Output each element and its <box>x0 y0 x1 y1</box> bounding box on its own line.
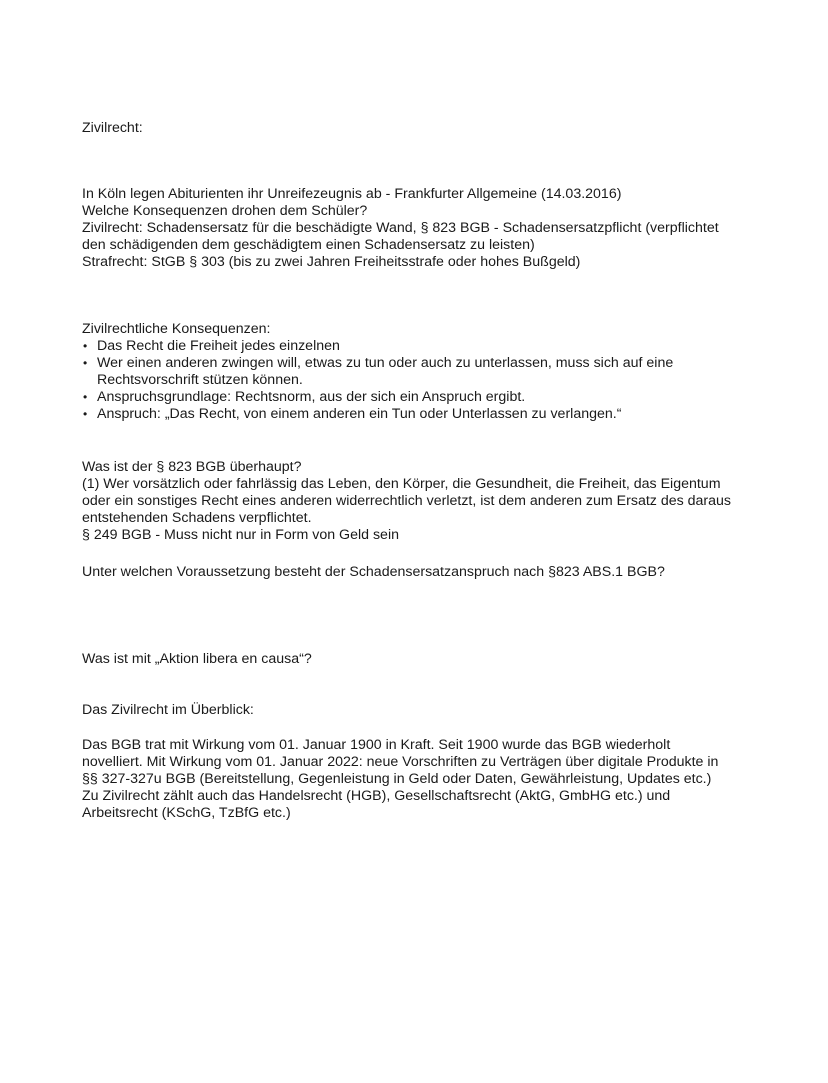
list-item <box>82 355 788 389</box>
bullet-icon: • <box>83 356 88 370</box>
case-line-3: Zivilrecht: Schadensersatz für die beschädigte Wand, § 823 BGB - Schadensersatzpflicht (verpflichtet <box>82 220 719 236</box>
konsequenzen-list <box>82 338 788 423</box>
question-voraussetzung <box>82 564 788 581</box>
ueberblick-line-3: §§ 327-327u BGB (Bereitstellung, Gegenleistung in Geld oder Daten, Gewährleistung, Updates etc.) <box>82 771 712 787</box>
bullet-icon: • <box>83 407 88 421</box>
case-line-5: Strafrecht: StGB § 303 (bis zu zwei Jahren Freiheitsstrafe oder hohes Bußgeld) <box>82 254 581 270</box>
case-line-1: In Köln legen Abiturienten ihr Unreifezeugnis ab - Frankfurter Allgemeine (14.03.2016) <box>82 186 622 202</box>
ueberblick-line-4: Zu Zivilrecht zählt auch das Handelsrecht (HGB), Gesellschaftsrecht (AktG, GmbHG etc.) und <box>82 788 671 804</box>
konsequenzen-title: Zivilrechtliche Konsequenzen: <box>82 321 271 337</box>
list-item-text-continued: Rechtsvorschrift stützen können. <box>97 372 303 388</box>
konsequenzen-section <box>82 321 788 423</box>
list-item <box>82 389 788 406</box>
ueberblick-line-1: Das BGB trat mit Wirkung vom 01. Januar 1900 in Kraft. Seit 1900 wurde das BGB wiederholt <box>82 737 671 753</box>
p823-line-2: (1) Wer vorsätzlich oder fahrlässig das Leben, den Körper, die Gesundheit, die Freiheit, das Eigentum <box>82 476 721 492</box>
list-item-text: Anspruch: „Das Recht, von einem anderen ein Tun oder Unterlassen zu verlangen.“ <box>97 406 622 422</box>
question-voraussetzung-text: Unter welchen Voraussetzung besteht der Schadensersatzanspruch nach §823 ABS.1 BGB? <box>82 564 665 580</box>
p823-line-3: oder ein sonstiges Recht eines anderen widerrechtlich verletzt, ist dem anderen zum Ersatz des daraus <box>82 493 732 509</box>
case-line-2: Welche Konsequenzen drohen dem Schüler? <box>82 203 368 219</box>
bullet-icon: • <box>83 390 88 404</box>
paragraph-823-section <box>82 459 788 544</box>
case-paragraph <box>82 186 788 271</box>
case-line-4: den schädigenden dem geschädigtem einen Schadensersatz zu leisten) <box>82 237 535 253</box>
p823-line-5: § 249 BGB - Muss nicht nur in Form von Geld sein <box>82 527 399 543</box>
list-item <box>82 406 788 423</box>
list-item-text: Wer einen anderen zwingen will, etwas zu tun oder auch zu unterlassen, muss sich auf eine <box>97 355 674 371</box>
ueberblick-paragraph <box>82 737 788 822</box>
p823-line-1: Was ist der § 823 BGB überhaupt? <box>82 459 302 475</box>
ueberblick-title: Das Zivilrecht im Überblick: <box>82 702 254 718</box>
bullet-icon: • <box>83 339 88 353</box>
question-aktion-text: Was ist mit „Aktion libera en causa“? <box>82 651 312 667</box>
list-item-text: Das Recht die Freiheit jedes einzelnen <box>97 338 340 354</box>
ueberblick-line-2: novelliert. Mit Wirkung vom 01. Januar 2022: neue Vorschriften zu Verträgen über digitale Produkte in <box>82 754 719 770</box>
question-aktion <box>82 651 788 668</box>
list-item <box>82 338 788 355</box>
heading-text: Zivilrecht: <box>82 120 143 136</box>
p823-line-4: entstehenden Schadens verpflichtet. <box>82 510 312 526</box>
list-item-text: Anspruchsgrundlage: Rechtsnorm, aus der sich ein Anspruch ergibt. <box>97 389 526 405</box>
ueberblick-heading <box>82 702 788 719</box>
ueberblick-line-5: Arbeitsrecht (KSchG, TzBfG etc.) <box>82 805 291 821</box>
section-heading-zivilrecht <box>82 120 788 137</box>
